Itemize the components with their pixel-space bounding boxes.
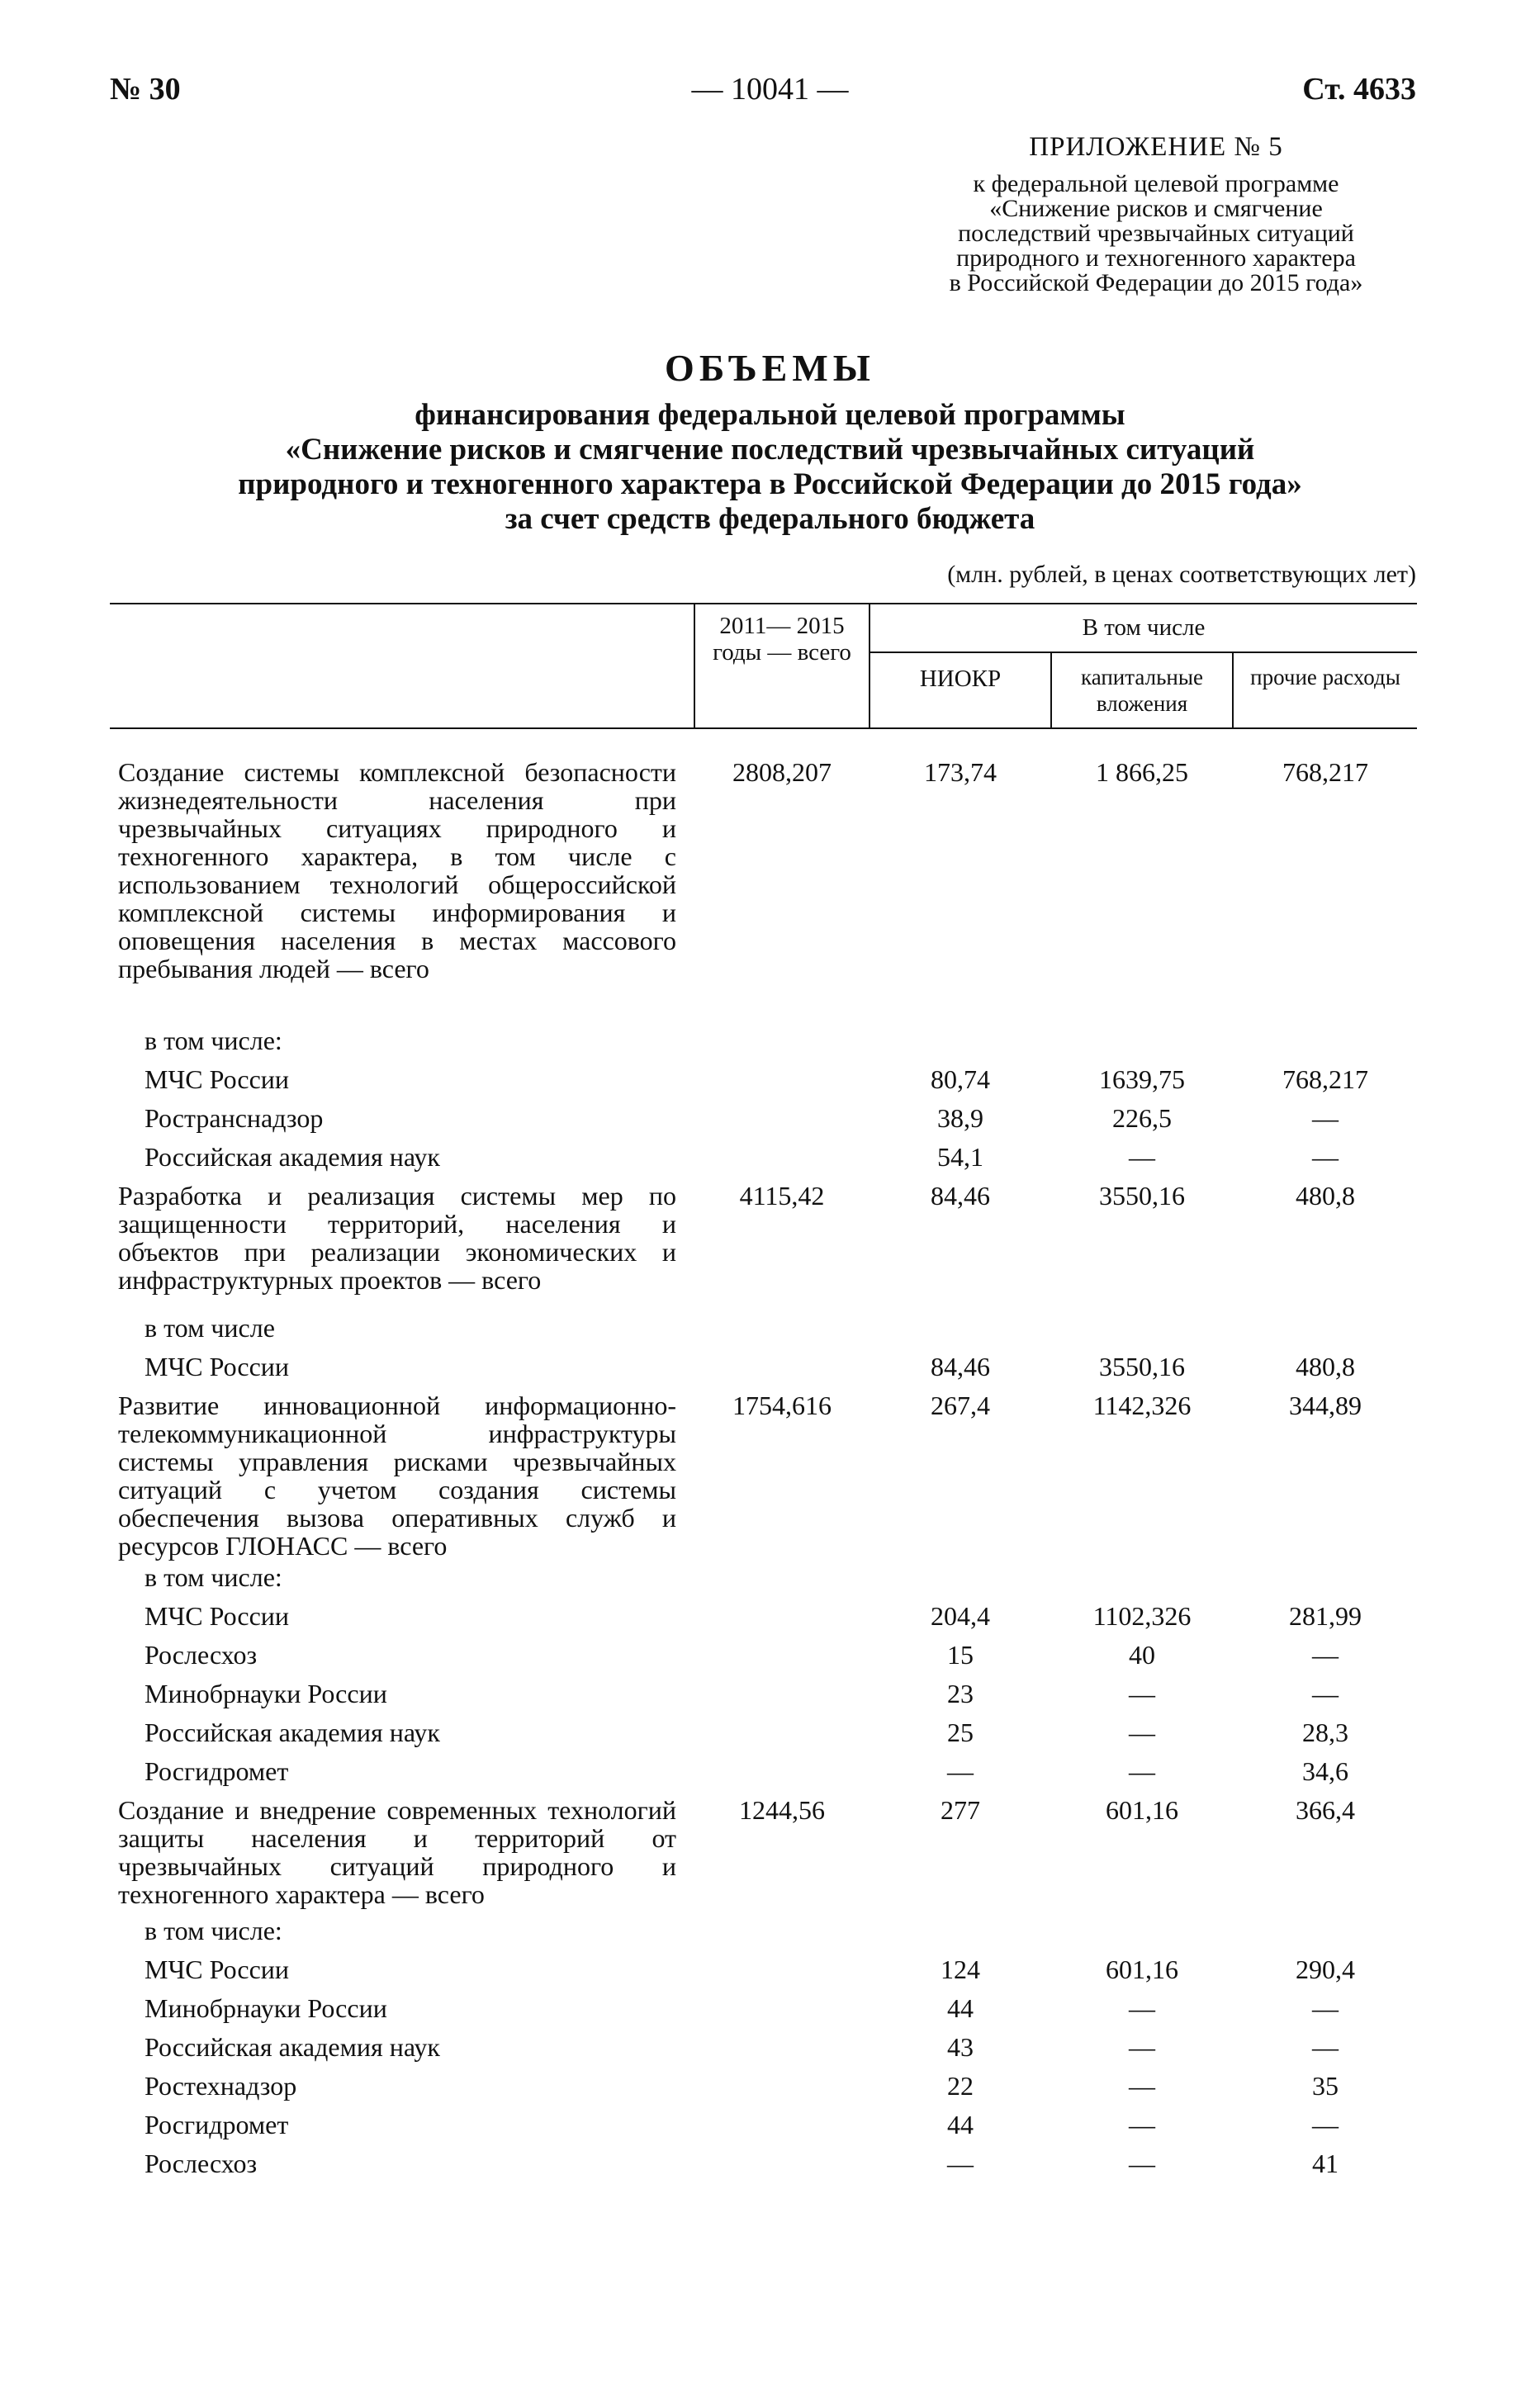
cell-capital: 3550,16 xyxy=(1099,1352,1185,1381)
units-note: (млн. рублей, в ценах соответствующих лет) xyxy=(947,561,1416,588)
table-row xyxy=(0,1065,1540,1103)
row-label: Минобрнауки России xyxy=(145,1679,387,1708)
table-row xyxy=(0,1602,1540,1640)
cell-niokr: 124 xyxy=(941,1954,980,1984)
row-label: МЧС России xyxy=(145,1064,290,1094)
table-row xyxy=(0,1641,1540,1679)
page-number: — 10041 — xyxy=(691,72,849,107)
document-title: ОБЪЕМЫ xyxy=(665,347,875,389)
row-label: Росгидромет xyxy=(145,2110,289,2139)
row-label: Российская академия наук xyxy=(145,1142,440,1172)
annex-line: «Снижение рисков и смягчение xyxy=(989,195,1323,222)
header-other: прочие расходы xyxy=(1250,665,1400,689)
row-label: Ростехнадзор xyxy=(145,2071,297,2101)
article-number: Ст. 4633 xyxy=(1302,72,1416,107)
row-label: в том числе xyxy=(145,1313,275,1343)
row-label: Создание системы комплексной безопасности жизнедеятельности населения при чрезвычайных ситуациях природного и техногенного характера, в том числе с использованием технологий общероссийской комплексной системы информирования и оповещения населения в местах массового пребывания людей — всего xyxy=(118,757,676,983)
row-label: МЧС России xyxy=(145,1601,290,1631)
annex-line: природного и техногенного характера xyxy=(956,244,1356,272)
row-label: Развитие инновационной информационно-телекоммуникационной инфраструктуры системы управления рисками чрезвычайных ситуаций с учетом создания системы обеспечения вызова оперативных служб и ресурсов ГЛОНАСС — всего xyxy=(118,1391,676,1561)
cell-other: — xyxy=(1312,1993,1339,2023)
cell-niokr: 22 xyxy=(947,2071,974,2101)
cell-niokr: 80,74 xyxy=(931,1064,990,1094)
header-capital: капитальные вложения xyxy=(1081,665,1203,716)
row-label: МЧС России xyxy=(145,1352,290,1381)
cell-other: 35 xyxy=(1312,2071,1339,2101)
cell-niokr: — xyxy=(947,2149,974,2178)
annex-line: последствий чрезвычайных ситуаций xyxy=(958,220,1354,247)
row-label: Минобрнауки России xyxy=(145,1993,387,2023)
cell-capital: — xyxy=(1129,2149,1155,2178)
table-row xyxy=(0,2033,1540,2071)
cell-niokr: 267,4 xyxy=(931,1391,990,1420)
cell-capital: — xyxy=(1129,1718,1155,1747)
cell-niokr: 43 xyxy=(947,2032,974,2062)
cell-capital: — xyxy=(1129,1679,1155,1708)
issue-number: № 30 xyxy=(110,72,181,107)
cell-other: 480,8 xyxy=(1296,1352,1355,1381)
table-row xyxy=(0,758,1540,1022)
cell-capital: 601,16 xyxy=(1106,1954,1178,1984)
cell-niokr: 204,4 xyxy=(931,1601,990,1631)
header-total: 2011— 2015 годы — всего xyxy=(713,613,851,666)
cell-other: — xyxy=(1312,2110,1339,2139)
cell-other: 480,8 xyxy=(1296,1181,1355,1211)
subtitle-line: природного и техногенного характера в Российской Федерации до 2015 года» xyxy=(238,467,1302,501)
table-row xyxy=(0,2149,1540,2187)
cell-niokr: — xyxy=(947,1756,974,1786)
cell-capital: — xyxy=(1129,2071,1155,2101)
table-row xyxy=(0,1917,1540,1954)
cell-capital: — xyxy=(1129,2032,1155,2062)
row-label: МЧС России xyxy=(145,1954,290,1984)
row-label: Ространснадзор xyxy=(145,1103,324,1133)
row-label: Рослесхоз xyxy=(145,1640,258,1670)
table-row xyxy=(0,2072,1540,2110)
table-row xyxy=(0,1718,1540,1756)
table-row xyxy=(0,1391,1540,1561)
cell-other: 366,4 xyxy=(1296,1795,1355,1825)
table-row xyxy=(0,1182,1540,1310)
cell-other: 344,89 xyxy=(1289,1391,1362,1420)
cell-capital: — xyxy=(1129,2110,1155,2139)
cell-capital: 1142,326 xyxy=(1092,1391,1192,1420)
header-including: В том числе xyxy=(1082,614,1206,641)
cell-niokr: 23 xyxy=(947,1679,974,1708)
cell-capital: 1 866,25 xyxy=(1096,757,1188,787)
table-row xyxy=(0,1026,1540,1064)
table-row xyxy=(0,2111,1540,2149)
cell-niokr: 38,9 xyxy=(937,1103,983,1133)
cell-capital: 40 xyxy=(1129,1640,1155,1670)
cell-other: — xyxy=(1312,2032,1339,2062)
table-row xyxy=(0,1104,1540,1142)
cell-niokr: 173,74 xyxy=(924,757,997,787)
cell-other: 28,3 xyxy=(1302,1718,1348,1747)
table-row xyxy=(0,1353,1540,1391)
cell-niokr: 25 xyxy=(947,1718,974,1747)
header-niokr: НИОКР xyxy=(919,666,1002,692)
cell-other: 290,4 xyxy=(1296,1954,1355,1984)
cell-other: — xyxy=(1312,1640,1339,1670)
cell-other: 34,6 xyxy=(1302,1756,1348,1786)
table-row xyxy=(0,1796,1540,1912)
row-label: Создание и внедрение современных технологий защиты населения и территорий от чрезвычайных ситуаций природного и техногенного характера — всего xyxy=(118,1795,676,1909)
subtitle-line: за счет средств федерального бюджета xyxy=(505,502,1035,536)
annex-title: ПРИЛОЖЕНИЕ № 5 xyxy=(1029,132,1283,162)
cell-other: — xyxy=(1312,1103,1339,1133)
cell-niokr: 277 xyxy=(941,1795,980,1825)
cell-niokr: 44 xyxy=(947,2110,974,2139)
cell-other: 768,217 xyxy=(1282,1064,1368,1094)
row-label: Российская академия наук xyxy=(145,2032,440,2062)
cell-total: 1244,56 xyxy=(739,1795,825,1825)
cell-other: — xyxy=(1312,1679,1339,1708)
row-label: в том числе: xyxy=(145,1562,282,1592)
subtitle-line: финансирования федеральной целевой программы xyxy=(415,398,1125,432)
cell-niokr: 44 xyxy=(947,1993,974,2023)
row-label: Росгидромет xyxy=(145,1756,289,1786)
cell-capital: — xyxy=(1129,1993,1155,2023)
cell-total: 2808,207 xyxy=(732,757,832,787)
cell-niokr: 84,46 xyxy=(931,1352,990,1381)
table-row xyxy=(0,1143,1540,1181)
row-label: Рослесхоз xyxy=(145,2149,258,2178)
annex-line: в Российской Федерации до 2015 года» xyxy=(949,269,1363,296)
table-row xyxy=(0,1757,1540,1795)
cell-capital: — xyxy=(1129,1142,1155,1172)
row-label: в том числе: xyxy=(145,1916,282,1945)
table-row xyxy=(0,1955,1540,1993)
subtitle-line: «Снижение рисков и смягчение последствий чрезвычайных ситуаций xyxy=(285,433,1255,467)
cell-other: 281,99 xyxy=(1289,1601,1362,1631)
cell-capital: 1639,75 xyxy=(1099,1064,1185,1094)
cell-niokr: 15 xyxy=(947,1640,974,1670)
cell-total: 4115,42 xyxy=(739,1181,825,1211)
cell-other: — xyxy=(1312,1142,1339,1172)
row-label: Российская академия наук xyxy=(145,1718,440,1747)
cell-capital: 601,16 xyxy=(1106,1795,1178,1825)
table-row xyxy=(0,1994,1540,2032)
cell-capital: 3550,16 xyxy=(1099,1181,1185,1211)
row-label: в том числе: xyxy=(145,1026,282,1055)
table-row xyxy=(0,1314,1540,1352)
cell-other: 41 xyxy=(1312,2149,1339,2178)
cell-niokr: 54,1 xyxy=(937,1142,983,1172)
row-label: Разработка и реализация системы мер по защищенности территорий, населения и объектов при реализации экономических и инфраструктурных проектов — всего xyxy=(118,1181,676,1295)
table-row xyxy=(0,1680,1540,1718)
annex-line: к федеральной целевой программе xyxy=(973,170,1339,197)
cell-total: 1754,616 xyxy=(732,1391,832,1420)
cell-capital: 226,5 xyxy=(1112,1103,1172,1133)
cell-other: 768,217 xyxy=(1282,757,1368,787)
cell-niokr: 84,46 xyxy=(931,1181,990,1211)
cell-capital: 1102,326 xyxy=(1092,1601,1192,1631)
table-row xyxy=(0,1563,1540,1601)
cell-capital: — xyxy=(1129,1756,1155,1786)
